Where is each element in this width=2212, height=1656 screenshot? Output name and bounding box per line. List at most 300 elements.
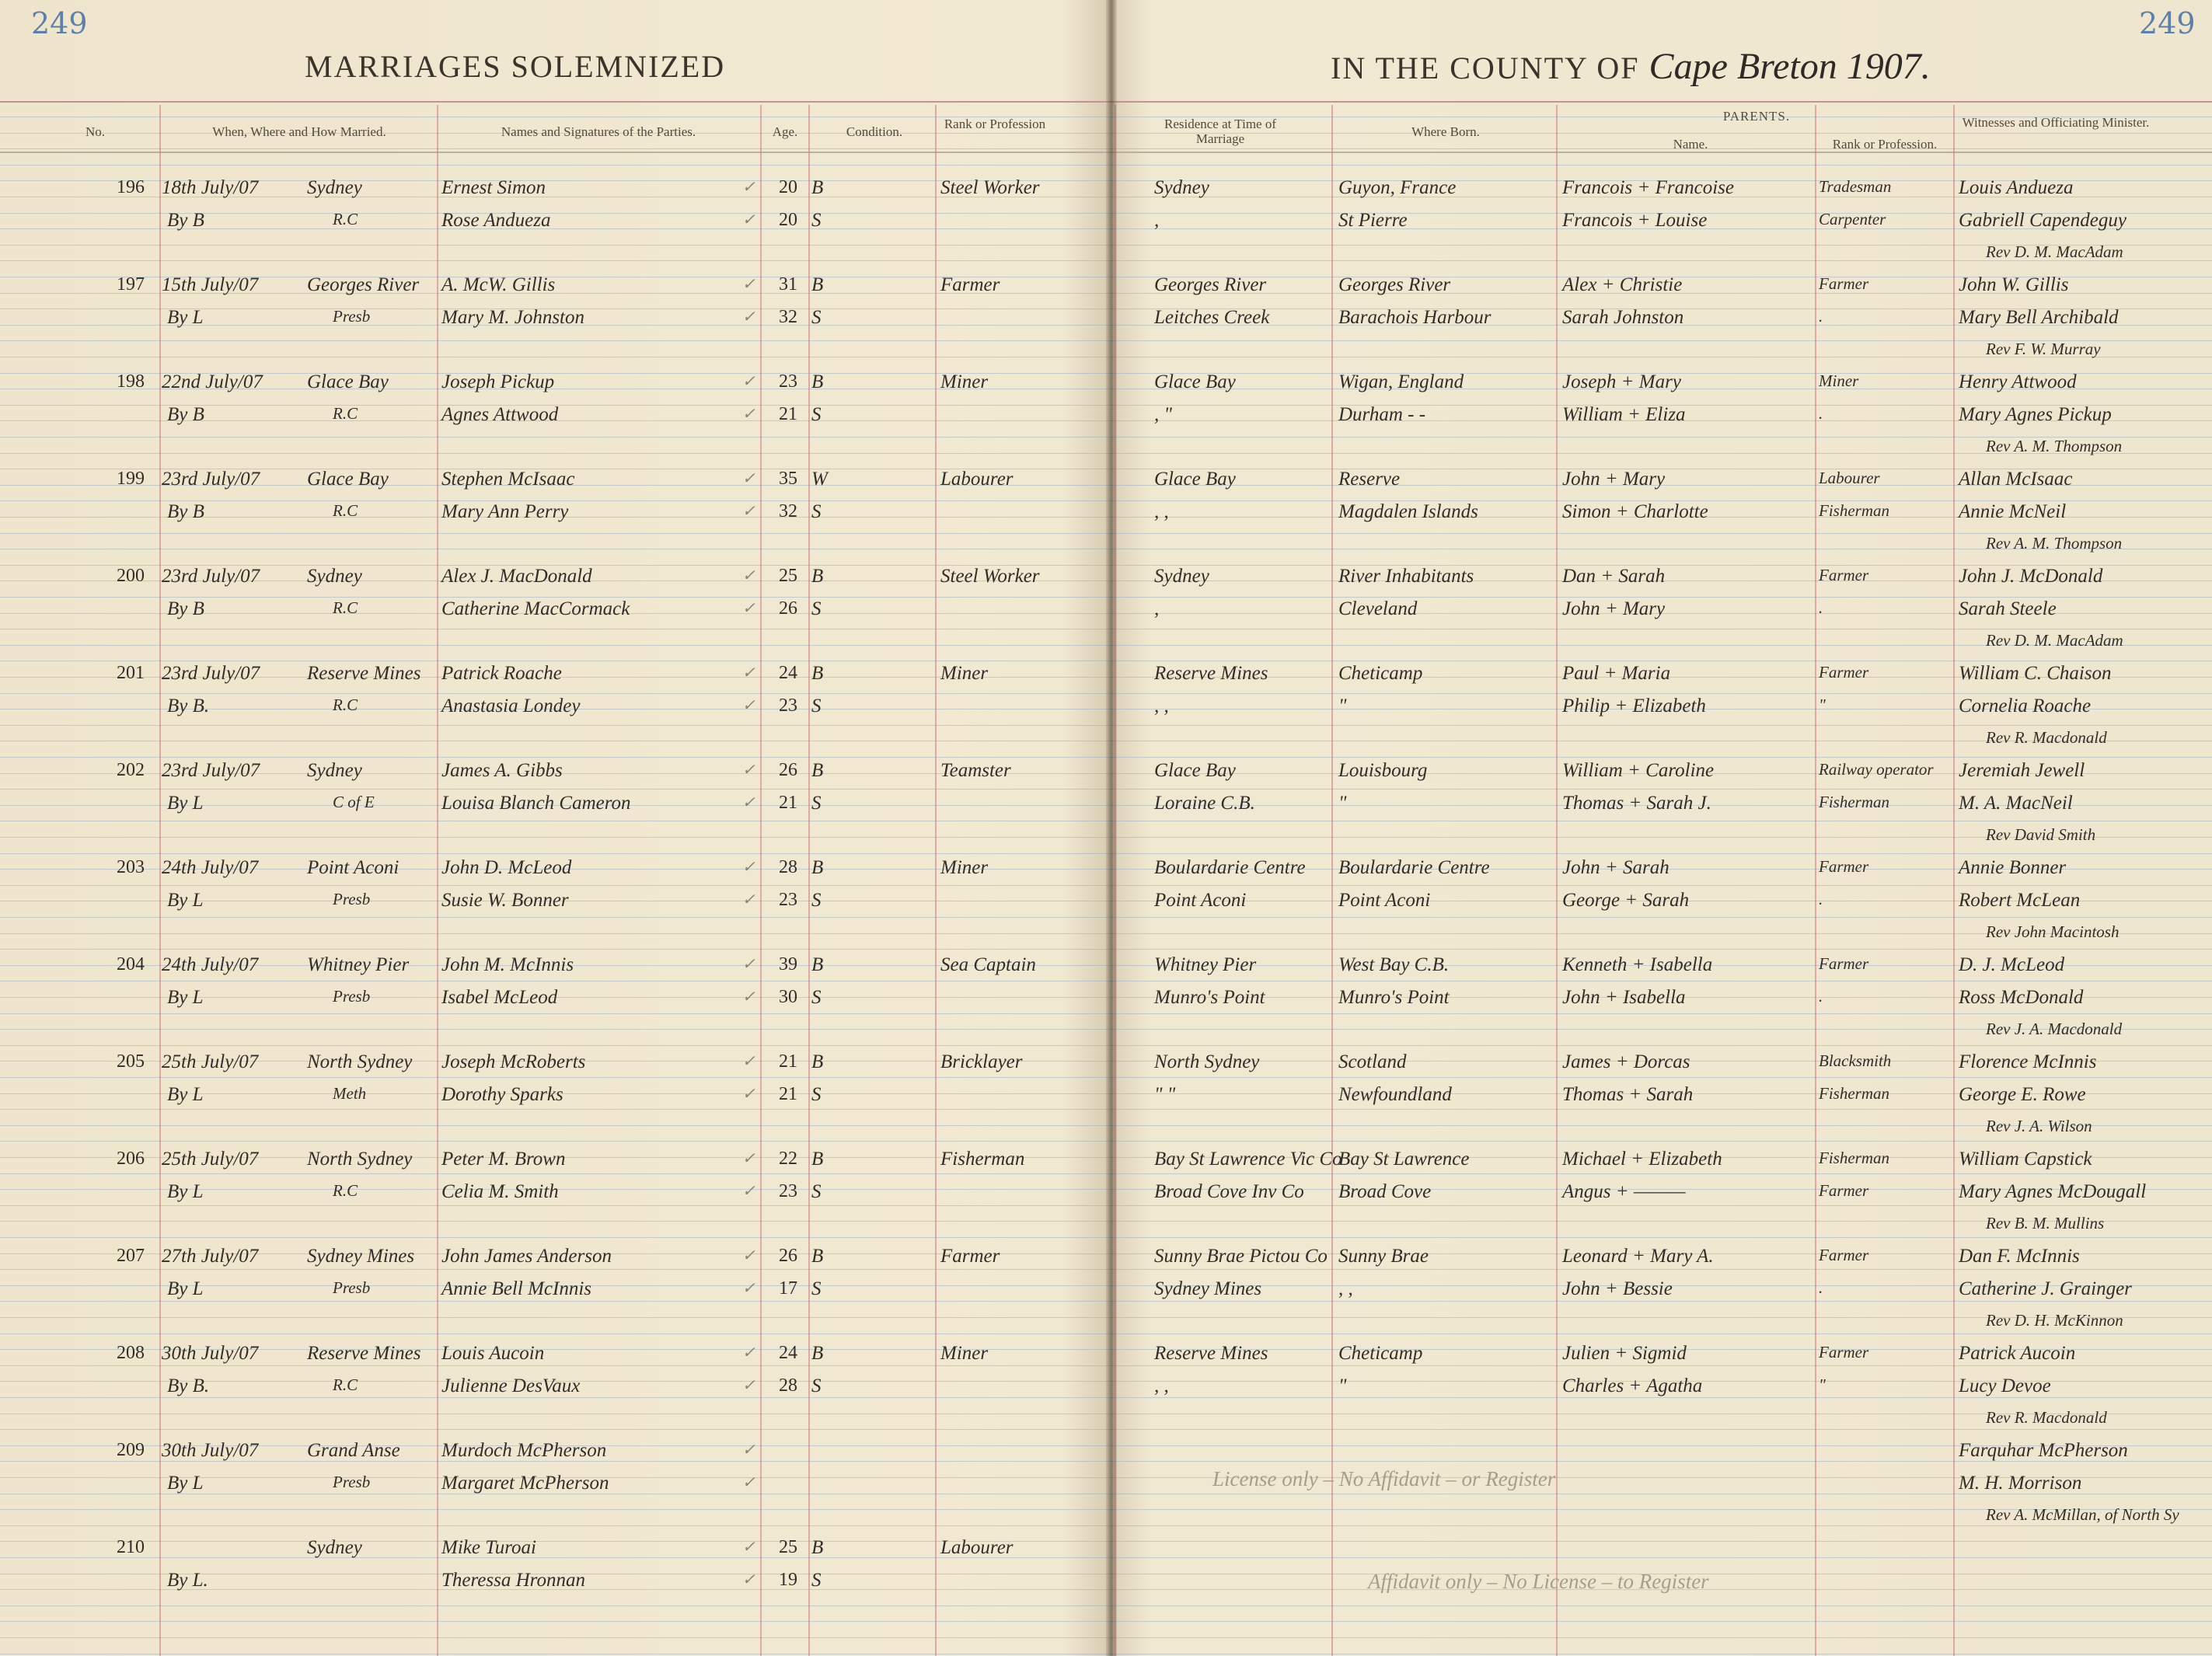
- bride-birthplace: Munro's Point: [1338, 987, 1450, 1008]
- check-mark: ✓: [742, 179, 755, 196]
- witness-1: Allan McIsaac: [1959, 469, 2073, 490]
- entry-rite: R.C: [333, 210, 358, 228]
- entry-rite: Presb: [333, 307, 371, 326]
- groom-residence: Glace Bay: [1154, 469, 1236, 490]
- groom-profession: Labourer: [940, 1537, 1014, 1558]
- groom-condition: B: [811, 1343, 824, 1364]
- groom-condition: B: [811, 857, 824, 878]
- entry-place: Sydney: [307, 177, 362, 198]
- col-header-witnesses: Witnesses and Officiating Minister.: [1962, 115, 2150, 130]
- check-mark: ✓: [742, 406, 755, 423]
- entry-place: North Sydney: [307, 1149, 413, 1170]
- bride-parents-rank: .: [1819, 987, 1823, 1006]
- bride-name: Dorothy Sparks: [441, 1084, 563, 1105]
- bride-parents: Simon + Charlotte: [1562, 501, 1708, 522]
- entry-number: 200: [117, 566, 145, 586]
- groom-condition: B: [811, 1149, 824, 1170]
- groom-parents-rank: Railway operator: [1819, 760, 1934, 779]
- bride-residence: , ,: [1154, 501, 1169, 522]
- groom-name: Murdoch McPherson: [441, 1440, 607, 1461]
- check-mark: ✓: [742, 697, 755, 714]
- groom-birthplace: Scotland: [1338, 1051, 1407, 1072]
- bride-parents: Angus + ———: [1562, 1181, 1686, 1202]
- witness-1: John J. McDonald: [1959, 566, 2103, 587]
- bride-parents: John + Bessie: [1562, 1278, 1673, 1299]
- page-number-left: 249: [31, 6, 88, 40]
- entry-how: By L: [167, 1084, 204, 1105]
- bride-parents: John + Mary: [1562, 598, 1666, 619]
- bride-condition: S: [811, 696, 822, 716]
- check-mark: ✓: [742, 470, 755, 487]
- officiating-minister: Rev John Macintosh: [1986, 922, 2120, 941]
- bride-residence: Leitches Creek: [1154, 307, 1270, 328]
- groom-parents: John + Sarah: [1562, 857, 1669, 878]
- bride-name: Louisa Blanch Cameron: [441, 793, 631, 814]
- entry-how: By B: [167, 210, 204, 231]
- column-rule: [1815, 105, 1816, 1656]
- column-rule: [437, 105, 438, 1656]
- column-rule: [808, 105, 810, 1656]
- groom-condition: B: [811, 566, 824, 587]
- entry-place: Sydney: [307, 1537, 362, 1558]
- groom-parents-rank: Farmer: [1819, 274, 1869, 293]
- bride-parents-rank: .: [1819, 598, 1823, 617]
- bride-birthplace: , ,: [1338, 1278, 1353, 1299]
- bride-age: 28: [779, 1375, 797, 1396]
- groom-parents: Francois + Francoise: [1562, 177, 1735, 198]
- bride-age: 26: [779, 598, 797, 619]
- bride-condition: S: [811, 1375, 822, 1396]
- witness-2: Mary Bell Archibald: [1959, 307, 2119, 328]
- groom-condition: B: [811, 177, 824, 198]
- groom-parents-rank: Labourer: [1819, 469, 1880, 487]
- officiating-minister: Rev B. M. Mullins: [1986, 1214, 2105, 1232]
- groom-residence: Whitney Pier: [1154, 954, 1257, 975]
- col-header-parent-name: Name.: [1673, 137, 1708, 152]
- entry-rite: Presb: [333, 1278, 371, 1297]
- bride-condition: S: [811, 1278, 822, 1299]
- bride-residence: Broad Cove Inv Co: [1154, 1181, 1304, 1202]
- groom-parents: William + Caroline: [1562, 760, 1715, 781]
- groom-condition: B: [811, 1246, 824, 1267]
- groom-residence: Glace Bay: [1154, 760, 1236, 781]
- groom-profession: Miner: [940, 857, 989, 878]
- bride-name: Agnes Attwood: [441, 404, 559, 425]
- entry-number: 204: [117, 954, 145, 974]
- groom-parents: Joseph + Mary: [1562, 371, 1681, 392]
- bride-parents: Francois + Louise: [1562, 210, 1708, 231]
- entry-date: 23rd July/07: [162, 760, 260, 781]
- bride-parents-rank: Fisherman: [1819, 793, 1889, 811]
- groom-residence: Boulardarie Centre: [1154, 857, 1306, 878]
- officiating-minister: Rev D. M. MacAdam: [1986, 242, 2123, 261]
- groom-parents-rank: Farmer: [1819, 954, 1869, 973]
- entry-rite: Presb: [333, 1473, 371, 1491]
- bride-age: 19: [779, 1570, 797, 1590]
- entry-number: 207: [117, 1246, 145, 1266]
- officiating-minister: Rev David Smith: [1986, 825, 2096, 844]
- groom-age: 20: [779, 177, 797, 197]
- check-mark: ✓: [742, 503, 755, 520]
- groom-parents-rank: Farmer: [1819, 1343, 1869, 1361]
- entry-number: 199: [117, 469, 145, 489]
- officiating-minister: Rev R. Macdonald: [1986, 1408, 2107, 1427]
- bride-name: Mary M. Johnston: [441, 307, 584, 328]
- groom-condition: B: [811, 1051, 824, 1072]
- witness-2: Mary Agnes McDougall: [1959, 1181, 2147, 1202]
- check-mark: ✓: [742, 1571, 755, 1588]
- groom-parents: Julien + Sigmid: [1562, 1343, 1687, 1364]
- bride-parents: William + Eliza: [1562, 404, 1686, 425]
- groom-birthplace: Louisbourg: [1338, 760, 1428, 781]
- check-mark: ✓: [742, 988, 755, 1006]
- col-header-parents: PARENTS.: [1722, 109, 1791, 124]
- bride-parents-rank: Fisherman: [1819, 501, 1889, 520]
- groom-condition: B: [811, 663, 824, 684]
- bride-parents: Sarah Johnston: [1562, 307, 1684, 328]
- bride-condition: S: [811, 793, 822, 814]
- groom-age: 31: [779, 274, 797, 295]
- groom-birthplace: Wigan, England: [1338, 371, 1464, 392]
- entry-rite: R.C: [333, 1181, 358, 1200]
- note-row-209: License only – No Affidavit – or Register: [1212, 1467, 1556, 1490]
- entry-number: 206: [117, 1149, 145, 1169]
- check-mark: ✓: [742, 1377, 755, 1394]
- bride-parents-rank: Farmer: [1819, 1181, 1869, 1200]
- groom-age: 24: [779, 1343, 797, 1363]
- groom-name: Louis Aucoin: [441, 1343, 545, 1364]
- entry-place: Glace Bay: [307, 469, 389, 490]
- groom-parents-rank: Fisherman: [1819, 1149, 1889, 1167]
- bride-condition: S: [811, 987, 822, 1008]
- groom-residence: Sydney: [1154, 566, 1209, 587]
- witness-2: M. H. Morrison: [1959, 1473, 2082, 1494]
- col-header-born: Where Born.: [1411, 124, 1480, 139]
- witness-2: Mary Agnes Pickup: [1959, 404, 2112, 425]
- groom-name: Joseph Pickup: [441, 371, 555, 392]
- bride-parents-rank: .: [1819, 890, 1823, 908]
- bride-name: Isabel McLeod: [441, 987, 558, 1008]
- check-mark: ✓: [742, 1280, 755, 1297]
- groom-age: 26: [779, 1246, 797, 1266]
- bride-condition: S: [811, 404, 822, 425]
- groom-birthplace: River Inhabitants: [1338, 566, 1474, 587]
- bride-parents-rank: Fisherman: [1819, 1084, 1889, 1103]
- officiating-minister: Rev R. Macdonald: [1986, 728, 2107, 747]
- groom-birthplace: Georges River: [1338, 274, 1451, 295]
- bride-parents-rank: .: [1819, 307, 1823, 326]
- col-header-age: Age.: [772, 124, 798, 139]
- groom-residence: Reserve Mines: [1154, 1343, 1268, 1364]
- col-header-when: When, Where and How Married.: [212, 124, 386, 139]
- groom-parents-rank: Farmer: [1819, 1246, 1869, 1264]
- witness-1: Florence McInnis: [1959, 1051, 2097, 1072]
- officiating-minister: Rev A. McMillan, of North Sy: [1986, 1505, 2179, 1524]
- entry-number: 201: [117, 663, 145, 683]
- groom-age: 24: [779, 663, 797, 683]
- groom-condition: B: [811, 760, 824, 781]
- witness-1: John W. Gillis: [1959, 274, 2069, 295]
- bride-age: 17: [779, 1278, 797, 1299]
- groom-birthplace: Reserve: [1338, 469, 1401, 490]
- groom-age: 23: [779, 371, 797, 392]
- entry-rite: C of E: [333, 793, 375, 811]
- entry-how: By B: [167, 598, 204, 619]
- groom-profession: Farmer: [940, 1246, 1000, 1267]
- entry-place: Sydney Mines: [307, 1246, 415, 1267]
- groom-residence: Reserve Mines: [1154, 663, 1268, 684]
- groom-age: 25: [779, 1537, 797, 1557]
- bride-age: 21: [779, 793, 797, 813]
- witness-1: William Capstick: [1959, 1149, 2092, 1170]
- bride-birthplace: Durham - -: [1338, 404, 1426, 425]
- col-header-no: No.: [85, 124, 106, 139]
- groom-residence: Sydney: [1154, 177, 1209, 198]
- groom-name: James A. Gibbs: [441, 760, 563, 781]
- groom-age: 39: [779, 954, 797, 974]
- entry-number: 203: [117, 857, 145, 877]
- entry-how: By L: [167, 1278, 204, 1299]
- witness-2: Gabriell Capendeguy: [1959, 210, 2127, 231]
- entry-date: 25th July/07: [162, 1051, 259, 1072]
- bride-parents: George + Sarah: [1562, 890, 1690, 911]
- bride-condition: S: [811, 501, 822, 522]
- bride-residence: , ,: [1154, 696, 1169, 716]
- bride-condition: S: [811, 1570, 822, 1591]
- bride-age: 21: [779, 1084, 797, 1104]
- bride-age: 32: [779, 501, 797, 521]
- groom-profession: Steel Worker: [940, 566, 1040, 587]
- entry-date: 22nd July/07: [162, 371, 263, 392]
- groom-profession: Labourer: [940, 469, 1014, 490]
- groom-name: A. McW. Gillis: [441, 274, 556, 295]
- check-mark: ✓: [742, 211, 755, 228]
- col-header-residence: Residence at Time of Marriage: [1164, 117, 1276, 146]
- groom-parents-rank: Farmer: [1819, 663, 1869, 682]
- entry-how: By L: [167, 307, 204, 328]
- check-mark: ✓: [742, 664, 755, 682]
- groom-condition: B: [811, 1537, 824, 1558]
- groom-profession: Bricklayer: [940, 1051, 1023, 1072]
- entry-place: Sydney: [307, 566, 362, 587]
- bride-residence: " ": [1154, 1084, 1176, 1105]
- bride-name: Annie Bell McInnis: [441, 1278, 591, 1299]
- bride-condition: S: [811, 210, 822, 231]
- bride-name: Mary Ann Perry: [441, 501, 569, 522]
- bride-residence: , ": [1154, 404, 1172, 425]
- witness-1: Patrick Aucoin: [1959, 1343, 2076, 1364]
- bride-residence: Point Aconi: [1154, 890, 1247, 911]
- bride-condition: S: [811, 890, 822, 911]
- title-left: MARRIAGES SOLEMNIZED: [305, 49, 726, 84]
- column-rule: [935, 105, 937, 1656]
- groom-name: Patrick Roache: [441, 663, 562, 684]
- check-mark: ✓: [742, 1539, 755, 1556]
- column-rule: [1331, 105, 1333, 1656]
- groom-birthplace: Guyon, France: [1338, 177, 1457, 198]
- groom-condition: B: [811, 371, 824, 392]
- groom-residence: North Sydney: [1154, 1051, 1260, 1072]
- entry-how: By L: [167, 987, 204, 1008]
- officiating-minister: Rev D. M. MacAdam: [1986, 631, 2123, 650]
- bride-parents: Thomas + Sarah J.: [1562, 793, 1711, 814]
- entry-rite: Meth: [333, 1084, 367, 1103]
- officiating-minister: Rev J. A. Macdonald: [1986, 1020, 2123, 1038]
- groom-name: John D. McLeod: [441, 857, 572, 878]
- officiating-minister: Rev A. M. Thompson: [1986, 534, 2123, 553]
- county-name: Cape Breton 1907.: [1649, 46, 1931, 87]
- bride-residence: Loraine C.B.: [1154, 793, 1255, 814]
- groom-name: John M. McInnis: [441, 954, 574, 975]
- entry-how: By L: [167, 1473, 204, 1494]
- bride-birthplace: ": [1338, 696, 1347, 716]
- bride-parents: Charles + Agatha: [1562, 1375, 1703, 1396]
- entry-how: By B.: [167, 1375, 210, 1396]
- witness-2: Ross McDonald: [1959, 987, 2084, 1008]
- groom-age: 22: [779, 1149, 797, 1169]
- bride-birthplace: Point Aconi: [1338, 890, 1431, 911]
- groom-birthplace: Boulardarie Centre: [1338, 857, 1490, 878]
- entry-date: 25th July/07: [162, 1149, 259, 1170]
- check-mark: ✓: [742, 1474, 755, 1491]
- groom-name: Stephen McIsaac: [441, 469, 575, 490]
- bride-condition: S: [811, 1181, 822, 1202]
- title-right-text: IN THE COUNTY OF: [1331, 51, 1640, 85]
- entry-how: By B.: [167, 696, 210, 716]
- groom-residence: Sunny Brae Pictou Co: [1154, 1246, 1328, 1267]
- entry-number: 205: [117, 1051, 145, 1072]
- check-mark: ✓: [742, 373, 755, 390]
- entry-date: 30th July/07: [162, 1343, 259, 1364]
- entry-how: By L: [167, 793, 204, 814]
- bride-birthplace: Cleveland: [1338, 598, 1418, 619]
- bride-birthplace: Magdalen Islands: [1338, 501, 1478, 522]
- col-header-condition: Condition.: [846, 124, 903, 139]
- entry-rite: Presb: [333, 890, 371, 908]
- groom-birthplace: Bay St Lawrence: [1338, 1149, 1470, 1170]
- book-spine: [1106, 0, 1117, 1656]
- check-mark: ✓: [742, 859, 755, 876]
- groom-profession: Sea Captain: [940, 954, 1036, 975]
- witness-2: Robert McLean: [1959, 890, 2081, 911]
- check-mark: ✓: [742, 600, 755, 617]
- groom-profession: Steel Worker: [940, 177, 1040, 198]
- groom-name: Peter M. Brown: [441, 1149, 566, 1170]
- groom-parents: Kenneth + Isabella: [1562, 954, 1713, 975]
- groom-parents: Paul + Maria: [1562, 663, 1671, 684]
- entry-rite: R.C: [333, 696, 358, 714]
- witness-2: M. A. MacNeil: [1959, 793, 2073, 814]
- bride-name: Julienne DesVaux: [441, 1375, 581, 1396]
- note-row-210: Affidavit only – No License – to Register: [1368, 1570, 1709, 1593]
- groom-parents: James + Dorcas: [1562, 1051, 1690, 1072]
- bride-residence: ,: [1154, 210, 1160, 231]
- page-number-right: 249: [2139, 6, 2196, 40]
- witness-1: William C. Chaison: [1959, 663, 2112, 684]
- groom-parents: John + Mary: [1562, 469, 1666, 490]
- groom-birthplace: West Bay C.B.: [1338, 954, 1450, 975]
- groom-parents-rank: Tradesman: [1819, 177, 1892, 196]
- witness-1: Henry Attwood: [1959, 371, 2077, 392]
- groom-condition: B: [811, 274, 824, 295]
- entry-number: 210: [117, 1537, 145, 1557]
- entry-place: Glace Bay: [307, 371, 389, 392]
- column-rule: [1953, 105, 1955, 1656]
- bride-birthplace: ": [1338, 1375, 1347, 1396]
- entry-rite: R.C: [333, 598, 358, 617]
- bride-name: Rose Andueza: [441, 210, 551, 231]
- groom-condition: W: [811, 469, 828, 490]
- witness-2: Catherine J. Grainger: [1959, 1278, 2132, 1299]
- groom-name: John James Anderson: [441, 1246, 612, 1267]
- title-right: [1331, 45, 1931, 88]
- column-rule: [1556, 105, 1558, 1656]
- bride-parents-rank: Carpenter: [1819, 210, 1886, 228]
- bride-name: Susie W. Bonner: [441, 890, 569, 911]
- entry-date: 23rd July/07: [162, 469, 260, 490]
- check-mark: ✓: [742, 1442, 755, 1459]
- bride-birthplace: St Pierre: [1338, 210, 1408, 231]
- groom-condition: B: [811, 954, 824, 975]
- column-rule: [159, 105, 161, 1656]
- entry-how: By B: [167, 501, 204, 522]
- groom-birthplace: Sunny Brae: [1338, 1246, 1429, 1267]
- bride-age: 23: [779, 1181, 797, 1201]
- witness-1: Jeremiah Jewell: [1959, 760, 2085, 781]
- bride-parents: Thomas + Sarah: [1562, 1084, 1694, 1105]
- witness-1: Dan F. McInnis: [1959, 1246, 2080, 1267]
- groom-parents: Dan + Sarah: [1562, 566, 1666, 587]
- witness-1: D. J. McLeod: [1959, 954, 2065, 975]
- bride-birthplace: Newfoundland: [1338, 1084, 1452, 1105]
- check-mark: ✓: [742, 891, 755, 908]
- entry-date: 23rd July/07: [162, 566, 260, 587]
- groom-profession: Miner: [940, 371, 989, 392]
- entry-how: By B: [167, 404, 204, 425]
- bride-name: Catherine MacCormack: [441, 598, 630, 619]
- entry-number: 202: [117, 760, 145, 780]
- bride-birthplace: Barachois Harbour: [1338, 307, 1492, 328]
- witness-1: Farquhar McPherson: [1959, 1440, 2128, 1461]
- entry-rite: Presb: [333, 987, 371, 1006]
- entry-number: 198: [117, 371, 145, 392]
- check-mark: ✓: [742, 567, 755, 584]
- groom-name: Mike Turoai: [441, 1537, 536, 1558]
- check-mark: ✓: [742, 276, 755, 293]
- bride-parents-rank: ": [1819, 1375, 1826, 1394]
- witness-2: Lucy Devoe: [1959, 1375, 2051, 1396]
- entry-how: By L: [167, 890, 204, 911]
- check-mark: ✓: [742, 1183, 755, 1200]
- bride-residence: , ,: [1154, 1375, 1169, 1396]
- groom-parents-rank: Farmer: [1819, 566, 1869, 584]
- entry-date: 24th July/07: [162, 954, 259, 975]
- check-mark: ✓: [742, 1247, 755, 1264]
- bride-parents-rank: ": [1819, 696, 1826, 714]
- entry-place: Reserve Mines: [307, 663, 421, 684]
- groom-birthplace: Cheticamp: [1338, 1343, 1423, 1364]
- check-mark: ✓: [742, 1086, 755, 1103]
- entry-place: North Sydney: [307, 1051, 413, 1072]
- entry-how: By L: [167, 1181, 204, 1202]
- groom-profession: Fisherman: [940, 1149, 1025, 1170]
- groom-parents-rank: Blacksmith: [1819, 1051, 1892, 1070]
- entry-place: Grand Anse: [307, 1440, 400, 1461]
- witness-2: George E. Rowe: [1959, 1084, 2086, 1105]
- groom-name: Ernest Simon: [441, 177, 546, 198]
- groom-parents-rank: Farmer: [1819, 857, 1869, 876]
- groom-profession: Teamster: [940, 760, 1011, 781]
